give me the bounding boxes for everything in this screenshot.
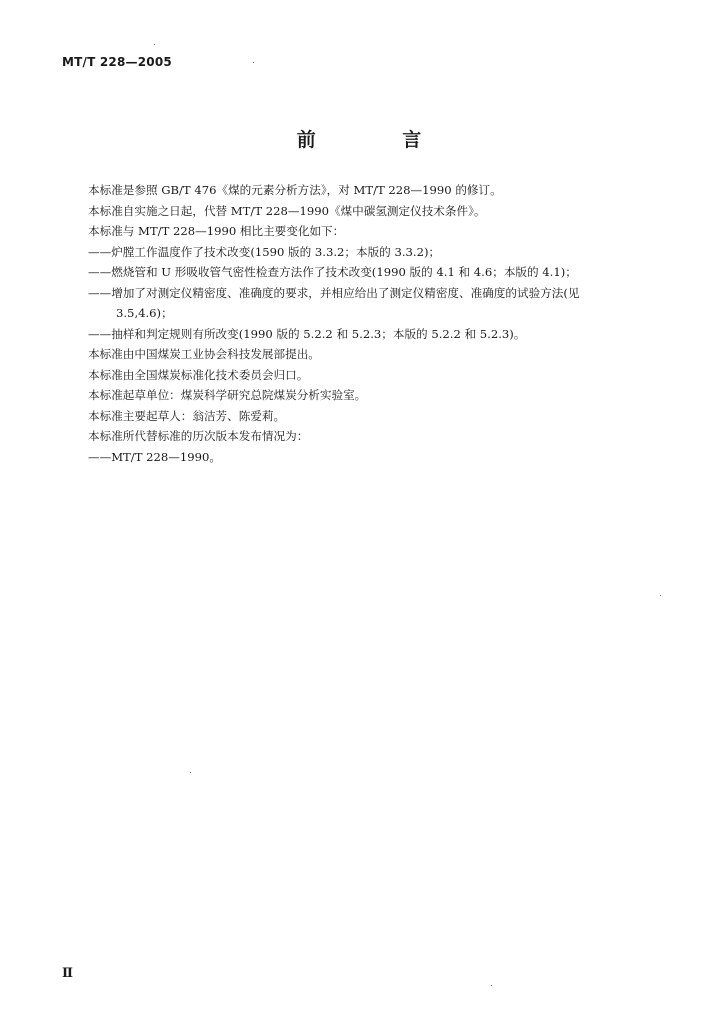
paragraph-centralized-by: 本标准由全国煤炭标准化技术委员会归口。	[88, 367, 309, 382]
page-number: Ⅱ	[62, 966, 73, 981]
change-item-sampling-rules: ——抽样和判定规则有所改变(1990 版的 5.2.2 和 5.2.3；本版的 5.2.2 和 5.2.3)。	[88, 326, 526, 341]
change-item-precision-accuracy: ——增加了对测定仪精密度、准确度的要求，并相应给出了测定仪精密度、准确度的试验方法(见	[88, 285, 580, 300]
scan-speck	[190, 772, 191, 773]
scan-speck	[154, 44, 155, 45]
paragraph-edition-history-item: ——MT/T 228—1990。	[88, 449, 221, 464]
foreword-title: 前 言	[296, 129, 462, 151]
standard-code-header: MT/T 228—2005	[62, 55, 172, 69]
foreword-body	[88, 180, 688, 467]
scan-speck	[660, 595, 661, 596]
change-item-airtightness-check: ——燃烧管和 U 形吸收管气密性检查方法作了技术改变(1990 版的 4.1 和 4.6；本版的 4.1)；	[88, 265, 577, 279]
paragraph-reference-standard: 本标准是参照 GB/T 476《煤的元素分析方法》，对 MT/T 228—1990 的修订。	[88, 183, 502, 197]
change-item-furnace-temperature: ——炉膛工作温度作了技术改变(1590 版的 3.3.2；本版的 3.3.2)；	[88, 244, 441, 259]
paragraph-drafters: 本标准主要起草人：翁洁芳、陈爱莉。	[88, 408, 286, 423]
paragraph-drafting-unit: 本标准起草单位：煤炭科学研究总院煤炭分析实验室。	[88, 388, 367, 402]
paragraph-changes-intro: 本标准与 MT/T 228—1990 相比主要变化如下：	[88, 224, 345, 238]
paragraph-replaces: 本标准自实施之日起，代替 MT/T 228—1990《煤中碳氢测定仪技术条件》。	[88, 203, 486, 218]
paragraph-proposed-by: 本标准由中国煤炭工业协会科技发展部提出。	[88, 347, 320, 361]
scan-speck	[491, 985, 492, 986]
scan-speck	[253, 62, 254, 63]
paragraph-edition-history-intro: 本标准所代替标准的历次版本发布情况为：	[88, 429, 309, 443]
change-item-precision-accuracy-continued: 3.5,4.6)；	[116, 306, 173, 320]
